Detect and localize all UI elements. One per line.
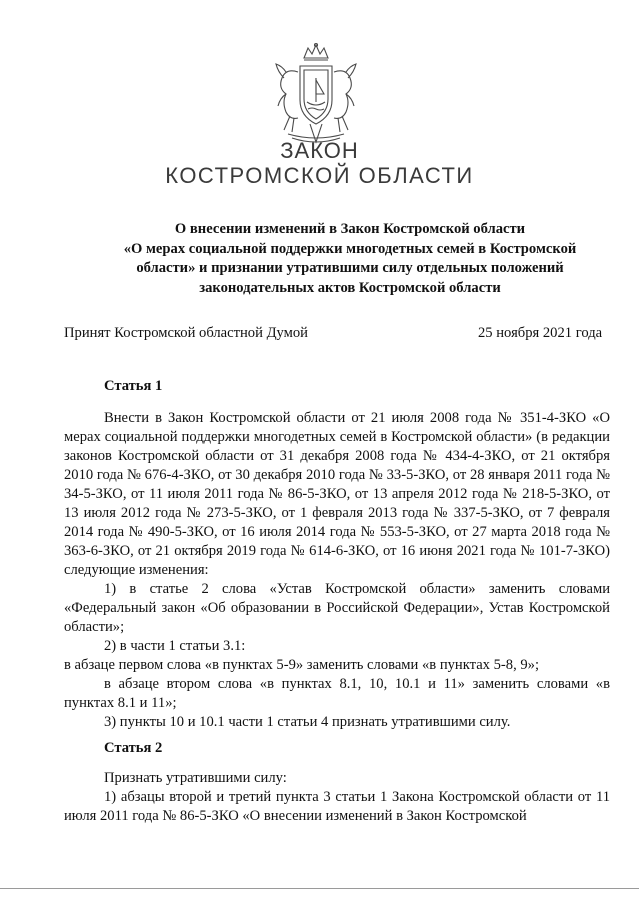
adoption-date: 25 ноября 2021 года [478,325,603,341]
article-1-item-3: 3) пункты 10 и 10.1 части 1 статьи 4 признать утратившими силу. [104,714,511,730]
document-title [90,220,610,298]
article-2-heading: Статья 2 [104,740,163,756]
coat-of-arms-emblem [270,42,362,150]
region-heading: КОСТРОМСКОЙ ОБЛАСТИ [165,163,474,188]
article-2-intro: Признать утратившими силу: [104,770,287,786]
article-1-item-2a: в абзаце первом слова «в пунктах 5-9» заменить словами «в пунктах 5-8, 9»; [64,657,540,673]
law-heading: ЗАКОН [280,138,359,163]
article-1-item-1: 1) в статье 2 слова «Устав Костромской области» заменить словами «Федеральный закон «Об образовании в Российской Федерации», Устав Костромской области»; [64,581,610,635]
title-line: «О мерах социальной поддержки многодетных семей в Костромской [123,240,577,257]
article-1-heading: Статья 1 [104,378,163,394]
title-line: законодательных актов Костромской области [199,279,501,296]
article-1-intro: Внести в Закон Костромской области от 21 июля 2008 года № 351-4-ЗКО «О мерах социальной поддержки многодетных семей в Костромской области» (в редакции законов Костромской области от 31 декабря 2008 года № 434-4-ЗКО, от 21 октября 2010 года № 676-4-ЗКО, от 30 декабря 2010 года № 33-5-ЗКО, от 28 января 2011 года № 34-5-ЗКО, от 11 июля 2011 года № 86-5-ЗКО, от 13 апреля 2012 года № 218-5-ЗКО, от 13 июля 2012 года № 273-5-ЗКО, от 1 февраля 2013 года № 337-5-ЗКО, от 7 февраля 2014 года № 490-5-ЗКО, от 16 июля 2014 года № 553-5-ЗКО, от 27 марта 2018 года № 363-6-ЗКО, от 21 октября 2019 года № 614-6-ЗКО, от 16 июня 2021 года № 101-7-ЗКО) следующие изменения: [64,410,610,578]
article-1-item-2b: в абзаце втором слова «в пунктах 8.1, 10, 10.1 и 11» заменить словами «в пунктах 8.1 и 11»; [64,676,610,711]
adopted-by: Принят Костромской областной Думой [64,325,308,341]
article-1-item-2: 2) в части 1 статьи 3.1: [104,638,246,654]
scan-edge-line [0,888,639,889]
title-line: О внесении изменений в Закон Костромской области [174,221,526,237]
title-line: области» и признании утратившими силу отдельных положений [136,260,564,276]
article-1-body [64,409,610,732]
article-2-item-1: 1) абзацы второй и третий пункта 3 статьи 1 Закона Костромской области от 11 июля 2011 года № 86-5-ЗКО «О внесении изменений в Закон Костромской [64,789,610,824]
article-2-body [64,769,610,826]
